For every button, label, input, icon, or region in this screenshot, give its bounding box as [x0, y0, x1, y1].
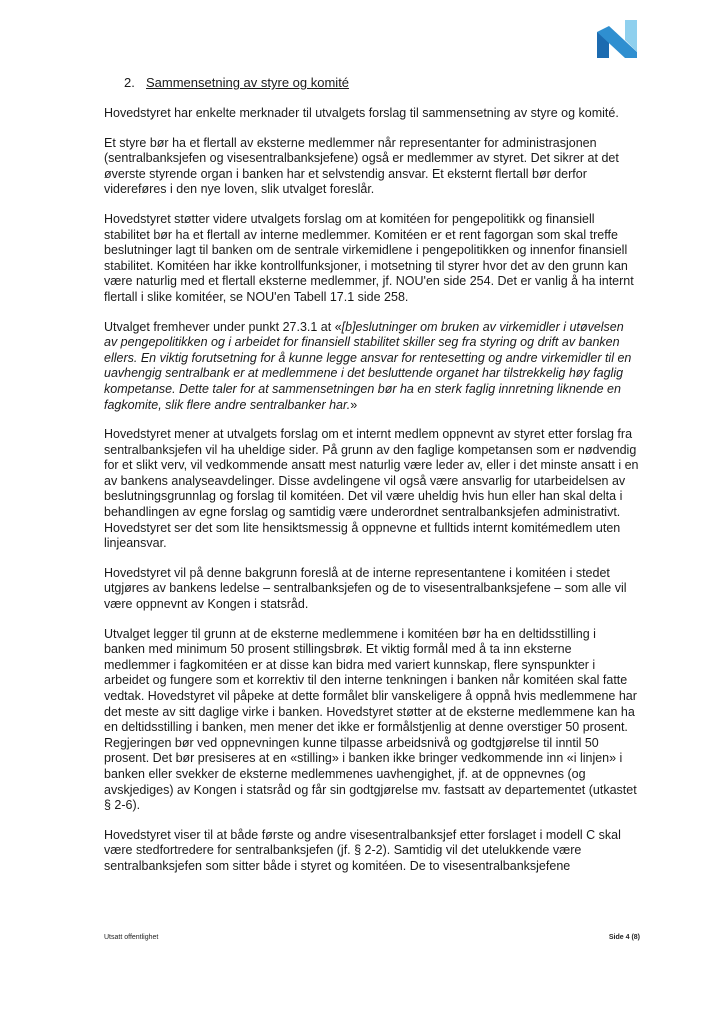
paragraph-3: Hovedstyret støtter videre utvalgets forslag om at komitéen for pengepolitikk og finansiell stabilitet bør ha et flertall av interne medlemmer. Komitéen er et rent fagorgan som skal treffe beslutninger lagt til banken om de sentrale virkemidlene i pengepolitikken og innenfor finansiell stabilitet. Komitéen har ikke kontrollfunksjoner, i motsetning til styrer hvor det av den grunn kan være naturlig med et flertall eksterne medlemmer, jf. NOU'en side 254. Det er vanlig å ha internt flertall i slike komitéer, se NOU'en Tabell 17.1 side 258. [104, 211, 634, 304]
paragraph-8: Hovedstyret viser til at både første og andre visesentralbanksjef etter forslaget i modell C skal være stedfortredere for sentralbanksjefen (jf. § 2-2). Samtidig vil det utelukkende være sentralbanksjefen som sitter både i styret og komitéen. De to visesentralbanksjefene [104, 827, 621, 873]
paragraph-5: Hovedstyret mener at utvalgets forslag om et internt medlem oppnevnt av styret etter forslag fra sentralbanksjefen vil ha uheldige sider. På grunn av den faglige kompetansen som er nødvendig for et slikt verv, vil vedkommende ansatt mest naturlig være leder av, eller i det minste ansatt i en av bankens analyseavdelinger. Disse avdelingene vil også være ansvarlig for utarbeidelsen av beslutningsgrunnlag og forslag til komitéen. Det vil være uheldig hvis hun eller han skal delta i behandlingen av egne forslag og samtidig være underordnet sentralbanksjefen administrativt. Hovedstyret ser det som lite hensiktsmessig å oppnevne et fulltids internt komitémedlem uten linjeansvar. [104, 427, 639, 551]
section-heading [124, 74, 640, 91]
norges-bank-logo-icon [595, 20, 639, 58]
quote-outro: » [350, 397, 358, 412]
section-title: Sammensetning av styre og komité [146, 75, 350, 90]
paragraph-7: Utvalget legger til grunn at de eksterne medlemmene i komitéen bør ha en deltidsstilling i banken med minimum 50 prosent stillingsbrøk. Et viktig formål med å ta inn eksterne medlemmer i fagkomitéen er at disse kan bidra med variert kunnskap, flere synspunkter i arbeidet og fungere som et korrektiv til den interne tenkningen i banken når komitéen skal fatte vedtak. Hovedstyret vil påpeke at dette formålet blir vanskeligere å oppnå hvis medlemmene har det meste av sitt daglige virke i banken. Hovedstyret støtter at de eksterne medlemmene kan ha en deltidsstilling i banken, men mener det ikke er formålstjenlig at denne overstiger 50 prosent. Regjeringen bør ved oppnevningen kunne tilpasse arbeidsnivå og godtgjørelse til inntil 50 prosent. Det bør presiseres at en «stilling» i banken ikke bringer vedkommende inn «i linjen» i banken eller svekker de eksterne medlemmenes uavhengighet, jf. at de oppnevnes (og avskjediges) av Kongen i statsråd og får sin godtgjørelse mv. fastsatt av departementet (utkastet § 2-6). [104, 626, 637, 813]
paragraph-2: Et styre bør ha et flertall av eksterne medlemmer når representanter for administrasjonen (sentralbanksjefen og visesentralbanksjefene) også er medlemmer av styret. Det sikrer at det øverste styrende organ i banken har et selvstendig ansvar. Et eksternt flertall bør derfor videreføres i den nye loven, slik utvalget foreslår. [104, 135, 619, 197]
quote-paragraph [104, 320, 640, 414]
section-number: 2. [124, 75, 135, 90]
paragraph-6: Hovedstyret vil på denne bakgrunn foreslå at de interne representantene i komitéen i stedet utgjøres av bankens ledelse – sentralbanksjefen og de to visesentralbanksjefene – som alle vil være oppnevnt av Kongen i statsråd. [104, 565, 627, 612]
paragraph-1: Hovedstyret har enkelte merknader til utvalgets forslag til sammensetning av styre og komité. [104, 106, 619, 120]
letter-body [104, 74, 640, 889]
quote-text: [b]eslutninger om bruken av virkemidler i utøvelsen av pengepolitikken og i arbeidet for finansiell stabilitet skiller seg fra styring og drift av banken ellers. En viktig forutsetning for å kunne legge ansvar for rentesetting og andre virkemidler til en uavhengig sentralbank er at medlemmene i det besluttende organet har tilstrekkelig høy faglig kompetanse. Dette taler for at sammensetningen bør ha en sterk faglig innretning liknende en fagkomite, slik flere andre sentralbanker har. [104, 319, 632, 412]
page-number-text: Side 4 (8) [608, 934, 640, 941]
quote-intro: Utvalget fremhever under punkt 27.3.1 at « [104, 319, 342, 334]
footer-page-number [560, 934, 640, 941]
footer-confidentiality: Utsatt offentlighet [104, 934, 159, 941]
